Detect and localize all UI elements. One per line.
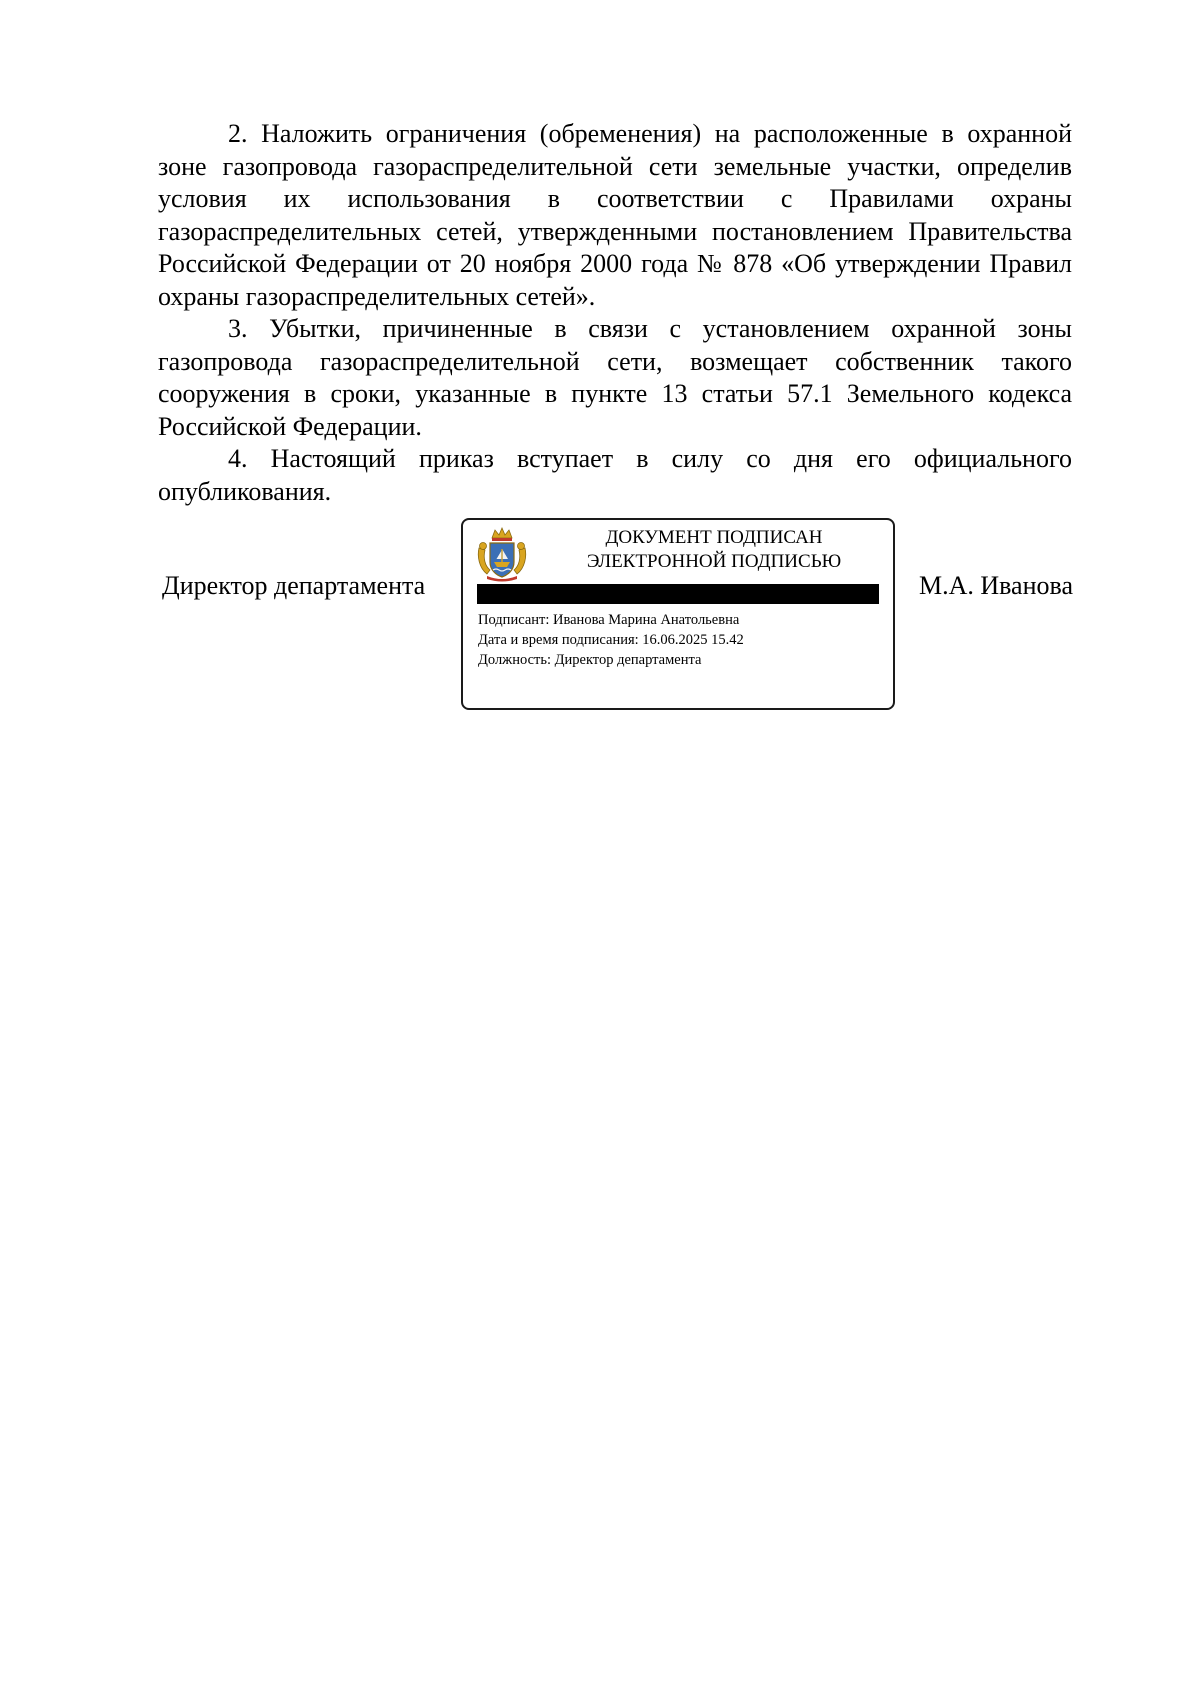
signature-signer-name: М.А. Иванова (918, 571, 1073, 600)
document-body (158, 118, 1072, 508)
electronic-signature-stamp (461, 518, 895, 710)
certificate-redaction-bar (477, 584, 879, 604)
stamp-title-line-2: ЭЛЕКТРОННОЙ ПОДПИСЬЮ (586, 551, 842, 572)
stamp-signer: Подписант: Иванова Марина Анатольевна (478, 612, 740, 628)
coat-of-arms-icon (475, 526, 529, 582)
stamp-title (543, 526, 885, 574)
paragraph-3: 3. Убытки, причиненные в связи с установлением охранной зоны газопровода газораспределительной сети, возмещает собственник такого сооружения в сроки, указанные в пункте 13 статьи 57.1 Земельного кодекса Российской Федерации. (158, 314, 1072, 441)
stamp-title-line-1: ДОКУМЕНТ ПОДПИСАН (605, 527, 823, 548)
stamp-datetime: Дата и время подписания: 16.06.2025 15.42 (478, 632, 744, 648)
signature-position-label: Директор департамента (162, 571, 426, 600)
paragraph-4: 4. Настоящий приказ вступает в силу со дня его официального опубликования. (158, 444, 1072, 506)
stamp-details (478, 610, 744, 670)
stamp-position: Должность: Директор департамента (478, 652, 702, 668)
paragraph-2: 2. Наложить ограничения (обременения) на расположенные в охранной зоне газопровода газораспределительной сети земельные участки, определив условия их использования в соответствии с Правилами охраны газораспределительных сетей, утвержденными постановлением Правительства Российской Федерации от 20 ноября 2000 года № 878 «Об утверждении Правил охраны газораспределительных сетей». (158, 119, 1072, 311)
